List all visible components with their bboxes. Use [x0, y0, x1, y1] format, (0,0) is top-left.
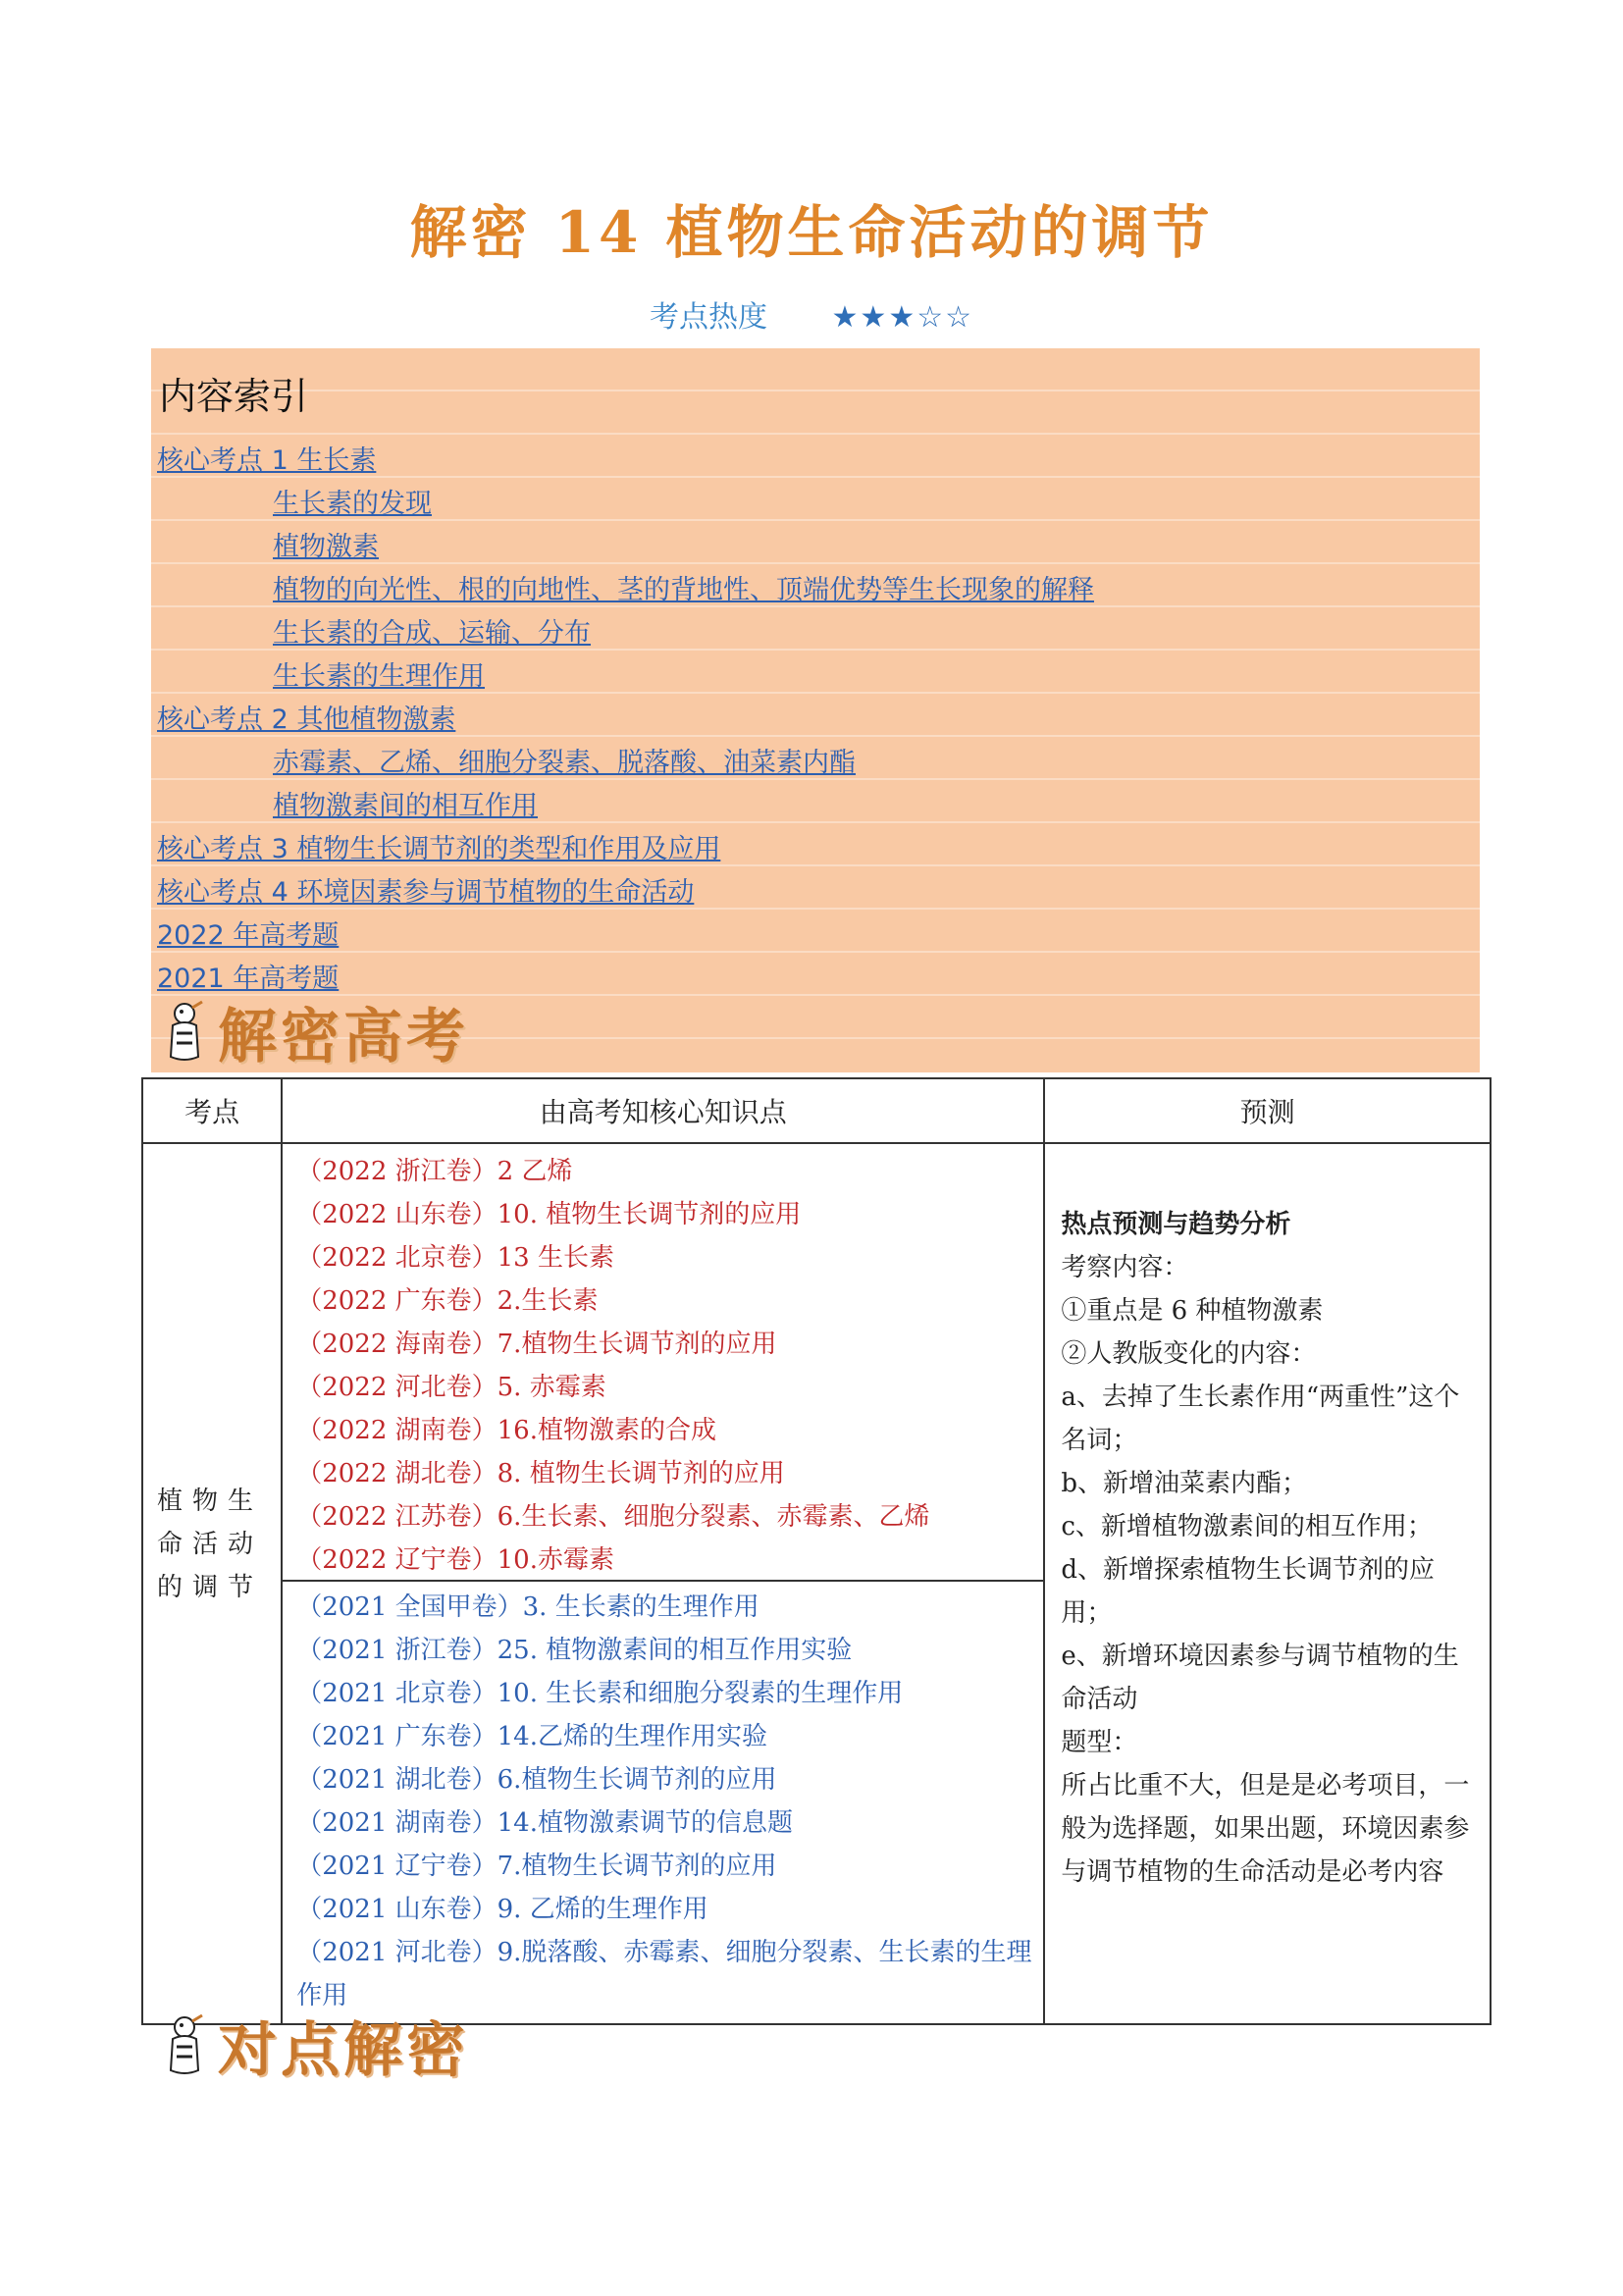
header-knowledge: 由高考知核心知识点: [282, 1078, 1044, 1143]
ref-item: （2022 广东卷）2.生长素: [296, 1286, 599, 1316]
index-link-plant-hormones[interactable]: 植物激素: [273, 532, 379, 562]
index-link-2022[interactable]: 2022 年高考题: [157, 920, 340, 951]
index-link-auxin-discovery[interactable]: 生长素的发现: [273, 489, 432, 519]
header-topic: 考点: [142, 1078, 282, 1143]
page-title: 解密 14 植物生命活动的调节: [409, 199, 1214, 266]
ref-item: （2022 浙江卷）2 乙烯: [296, 1157, 573, 1186]
index-link-core1[interactable]: 核心考点 1 生长素: [157, 445, 377, 476]
star-rating-icon: ★★★☆☆: [831, 300, 974, 335]
refs-2022: [283, 1144, 1043, 1582]
index-link-2021[interactable]: 2021 年高考题: [157, 964, 340, 994]
forecast-line: ①重点是 6 种植物激素: [1061, 1296, 1324, 1326]
forecast-line: a、去掉了生长素作用“两重性”这个名词；: [1061, 1383, 1460, 1455]
refs-2021: [283, 1582, 1043, 2023]
forecast-line: c、新增植物激素间的相互作用；: [1061, 1512, 1433, 1541]
forecast-line: ②人教版变化的内容：: [1061, 1339, 1317, 1369]
heat-rating: [0, 292, 1623, 336]
ref-item: （2022 河北卷）5. 赤霉素: [296, 1373, 606, 1402]
content-index: [151, 348, 1480, 1072]
ref-item: （2021 浙江卷）25. 植物激素间的相互作用实验: [296, 1636, 853, 1665]
forecast-line: 考察内容：: [1061, 1253, 1189, 1282]
ref-item: （2021 北京卷）10. 生长素和细胞分裂素的生理作用: [296, 1679, 904, 1708]
header-forecast: 预测: [1044, 1078, 1491, 1143]
topic-cell: 植物生命活动的调节: [157, 1487, 264, 1602]
forecast-line: e、新增环境因素参与调节植物的生命活动: [1061, 1642, 1459, 1714]
ref-item: （2021 广东卷）14.乙烯的生理作用实验: [296, 1722, 767, 1751]
ref-item: （2021 全国甲卷）3. 生长素的生理作用: [296, 1592, 759, 1622]
ref-item: （2021 湖北卷）6.植物生长调节剂的应用: [296, 1765, 777, 1795]
ref-item: （2021 河北卷）9.脱落酸、赤霉素、细胞分裂素、生长素的生理作用: [296, 1938, 1032, 2010]
banner-gaokao: [163, 996, 469, 1069]
forecast-title: 热点预测与趋势分析: [1061, 1210, 1291, 1239]
ref-item: （2021 辽宁卷）7.植物生长调节剂的应用: [296, 1852, 777, 1881]
ref-item: （2021 湖南卷）14.植物激素调节的信息题: [296, 1808, 793, 1838]
index-heading: 内容索引: [159, 375, 309, 418]
forecast-line: d、新增探索植物生长调节剂的应用；: [1061, 1555, 1435, 1628]
index-link-other-hormones[interactable]: 赤霉素、乙烯、细胞分裂素、脱落酸、油菜素内酯: [273, 748, 856, 778]
forecast-cell: [1045, 1144, 1490, 1894]
heat-label: 考点热度: [649, 300, 767, 335]
ref-item: （2022 海南卷）7.植物生长调节剂的应用: [296, 1330, 777, 1359]
index-link-hormone-interaction[interactable]: 植物激素间的相互作用: [273, 791, 538, 821]
index-link-core4[interactable]: 核心考点 4 环境因素参与调节植物的生命活动: [157, 877, 695, 908]
ref-item: （2022 湖南卷）16.植物激素的合成: [296, 1416, 716, 1445]
exam-table: [141, 1077, 1492, 2025]
banner-duidian-text: 对点解密: [218, 2016, 469, 2085]
ref-item: （2021 山东卷）9. 乙烯的生理作用: [296, 1895, 708, 1924]
index-link-core2[interactable]: 核心考点 2 其他植物激素: [157, 704, 456, 735]
ref-item: （2022 江苏卷）6.生长素、细胞分裂素、赤霉素、乙烯: [296, 1502, 930, 1532]
ref-item: （2022 辽宁卷）10.赤霉素: [296, 1545, 614, 1575]
forecast-line: 所占比重不大，但是是必考项目，一般为选择题，如果出题，环境因素参与调节植物的生命活动是必考内容: [1061, 1771, 1470, 1887]
ref-item: （2022 山东卷）10. 植物生长调节剂的应用: [296, 1200, 802, 1229]
forecast-line: b、新增油菜素内酯；: [1061, 1469, 1307, 1498]
index-link-auxin-function[interactable]: 生长素的生理作用: [273, 661, 485, 692]
banner-gaokao-text: 解密高考: [218, 1003, 469, 1071]
forecast-line: 题型：: [1061, 1728, 1138, 1757]
ref-item: （2022 北京卷）13 生长素: [296, 1243, 614, 1273]
mascot-icon: [163, 2013, 208, 2078]
index-link-core3[interactable]: 核心考点 3 植物生长调节剂的类型和作用及应用: [157, 834, 721, 864]
index-link-auxin-synthesis[interactable]: 生长素的合成、运输、分布: [273, 618, 591, 649]
mascot-icon: [163, 1000, 208, 1065]
banner-duidian: [163, 2009, 469, 2085]
ref-item: （2022 湖北卷）8. 植物生长调节剂的应用: [296, 1459, 785, 1488]
index-link-growth-phenomena[interactable]: 植物的向光性、根的向地性、茎的背地性、顶端优势等生长现象的解释: [273, 575, 1094, 605]
